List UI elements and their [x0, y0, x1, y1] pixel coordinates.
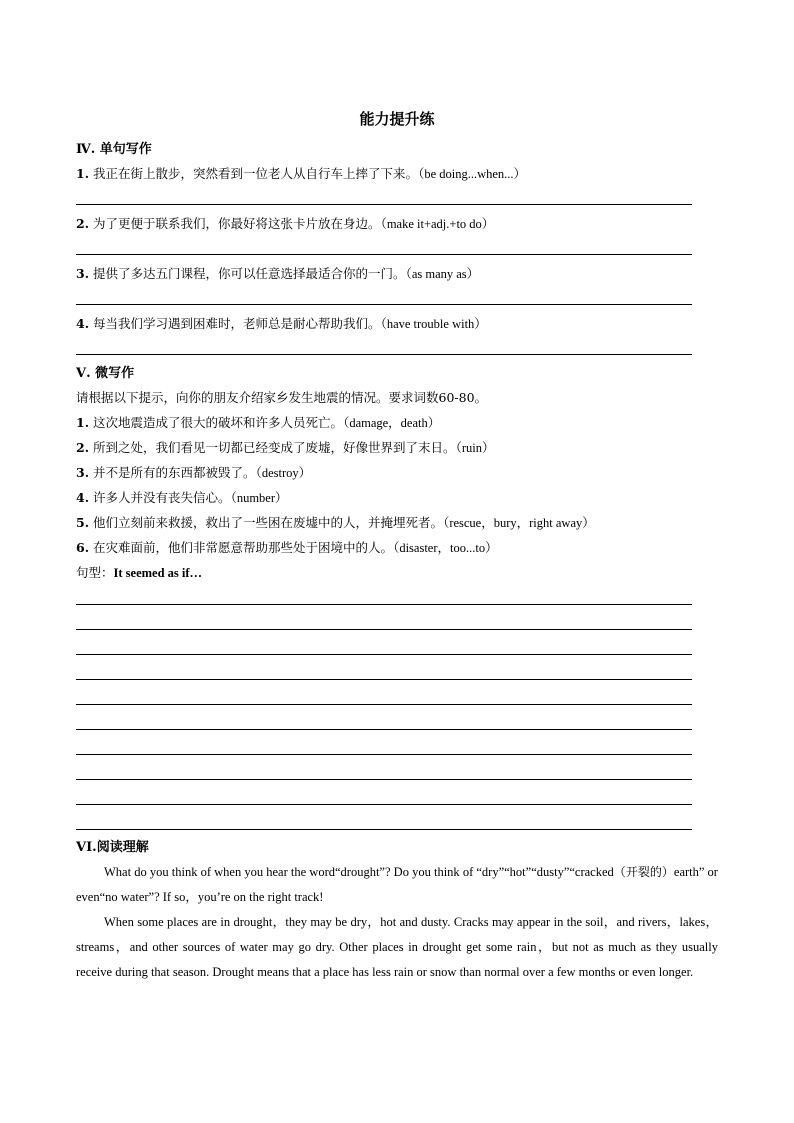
- item-chinese: 为了更便于联系我们，你最好将这张卡片放在身边。: [93, 216, 381, 231]
- sentence-item-3: [76, 264, 716, 284]
- para1-part-a: What do you think of when you hear the word“drought”? Do you think of “dry”“hot”“dusty”“cracked: [104, 865, 614, 879]
- item-hint: （disaster，too...to）: [393, 541, 498, 555]
- item-hint: （make it+adj.+to do）: [380, 217, 495, 231]
- item-number: 3.: [76, 266, 90, 281]
- item-chinese: 每当我们学习遇到困难时，老师总是耐心帮助我们。: [93, 316, 381, 331]
- item-chinese: 并不是所有的东西都被毁了。: [93, 465, 256, 480]
- item-number: 3.: [76, 465, 90, 480]
- item-hint: （as many as）: [405, 267, 480, 281]
- answer-line[interactable]: [76, 204, 692, 205]
- writing-line[interactable]: [76, 729, 692, 730]
- section-6-heading: VI.阅读理解: [76, 840, 149, 855]
- item-chinese: 许多人并没有丧失信心。: [93, 490, 231, 505]
- para1-chinese-gloss: （开裂的）: [613, 865, 674, 879]
- prompt-item-1: [76, 413, 716, 433]
- prompt-item-3: [76, 463, 716, 483]
- item-hint: （have trouble with）: [380, 317, 487, 331]
- page-title: 能力提升练: [359, 110, 435, 128]
- writing-line[interactable]: [76, 604, 692, 605]
- prompt-item-2: [76, 438, 716, 458]
- pattern-label: 句型：: [76, 565, 114, 580]
- item-chinese: 这次地震造成了很大的破坏和许多人员死亡。: [93, 415, 344, 430]
- item-number: 5.: [76, 515, 90, 530]
- item-hint: （be doing...when...）: [418, 167, 527, 181]
- item-hint: （ruin）: [455, 441, 495, 455]
- item-hint: （number）: [230, 491, 288, 505]
- reading-paragraph-1: [76, 860, 718, 910]
- item-chinese: 所到之处，我们看见一切都已经变成了废墟，好像世界到了末日。: [93, 440, 456, 455]
- item-chinese: 提供了多达五门课程，你可以任意选择最适合你的一门。: [93, 266, 406, 281]
- item-hint: （rescue，bury，right away）: [443, 516, 595, 530]
- item-number: 1.: [76, 415, 90, 430]
- prompt-item-4: [76, 488, 716, 508]
- item-number: 6.: [76, 540, 90, 555]
- answer-line[interactable]: [76, 304, 692, 305]
- pattern-text: It seemed as if…: [113, 566, 203, 580]
- writing-line[interactable]: [76, 804, 692, 805]
- para1-part-b: earth” or even“no water”? If so，you’re on the right track!: [76, 865, 718, 904]
- reading-paragraph-2: When some places are in drought，they may be dry，hot and dusty. Cracks may appear in the soil，and rivers，lakes，streams，and other sources of water may go dry. Other places in drought get some rain，but not as much as they usually receive during that season. Drought means that a place has less rain or snow than normal over a few months or even longer.: [76, 915, 718, 979]
- answer-line[interactable]: [76, 254, 692, 255]
- item-chinese: 我正在街上散步，突然看到一位老人从自行车上摔了下来。: [93, 166, 419, 181]
- writing-line[interactable]: [76, 629, 692, 630]
- prompt-item-5: [76, 513, 716, 533]
- item-hint: （damage，death）: [343, 416, 441, 430]
- sentence-pattern: [76, 563, 716, 583]
- sentence-item-2: [76, 214, 716, 234]
- item-number: 1.: [76, 166, 90, 181]
- item-number: 4.: [76, 316, 90, 331]
- item-number: 2.: [76, 440, 90, 455]
- item-chinese: 在灾难面前，他们非常愿意帮助那些处于困境中的人。: [93, 540, 394, 555]
- item-chinese: 他们立刻前来救援，救出了一些困在废墟中的人，并掩埋死者。: [93, 515, 444, 530]
- section-5-heading: Ⅴ. 微写作: [76, 366, 135, 381]
- sentence-item-1: [76, 164, 716, 184]
- item-hint: （destroy）: [255, 466, 312, 480]
- item-number: 2.: [76, 216, 90, 231]
- writing-line[interactable]: [76, 679, 692, 680]
- sentence-item-4: [76, 314, 716, 334]
- writing-line[interactable]: [76, 829, 692, 830]
- writing-line[interactable]: [76, 654, 692, 655]
- prompt-item-6: [76, 538, 716, 558]
- writing-line[interactable]: [76, 704, 692, 705]
- writing-line[interactable]: [76, 779, 692, 780]
- item-number: 4.: [76, 490, 90, 505]
- answer-line[interactable]: [76, 354, 692, 355]
- writing-line[interactable]: [76, 754, 692, 755]
- writing-instructions: 请根据以下提示，向你的朋友介绍家乡发生地震的情况。要求词数60-80。: [76, 390, 488, 405]
- section-4-heading: Ⅳ. 单句写作: [76, 142, 152, 157]
